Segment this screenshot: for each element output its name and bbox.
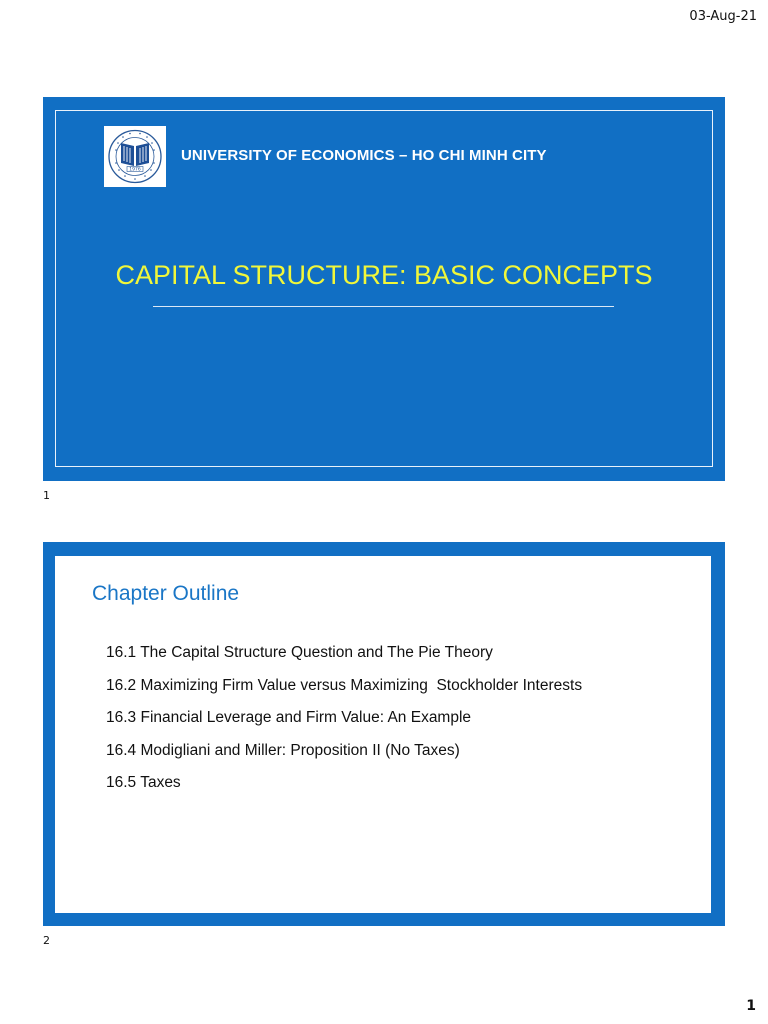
outline-title: Chapter Outline (92, 582, 240, 605)
outline-item: 16.3 Financial Leverage and Firm Value: An Example (106, 709, 472, 727)
outline-slide (43, 542, 725, 926)
logo-year: 1976 (129, 167, 141, 173)
outline-item: 16.1 The Capital Structure Question and The Pie Theory (106, 644, 493, 661)
outline-list (106, 643, 582, 806)
title-divider (153, 306, 614, 307)
university-logo-icon (104, 126, 166, 187)
slide-title: CAPITAL STRUCTURE: BASIC CONCEPTS (115, 260, 653, 290)
slide-content (55, 556, 711, 913)
slide-number: 1 (43, 489, 50, 502)
document-date: 03-Aug-21 (689, 9, 757, 24)
title-slide (43, 97, 725, 481)
outline-item: 16.5 Taxes (106, 774, 181, 792)
university-name: UNIVERSITY OF ECONOMICS – HO CHI MINH CITY (181, 147, 547, 164)
outline-item: 16.4 Modigliani and Miller: Proposition II (No Taxes) (106, 741, 460, 759)
outline-item: 16.2 Maximizing Firm Value versus Maximizing Stockholder Interests (106, 676, 583, 694)
slide-number: 2 (43, 934, 50, 947)
page-number: 1 (746, 998, 756, 1014)
